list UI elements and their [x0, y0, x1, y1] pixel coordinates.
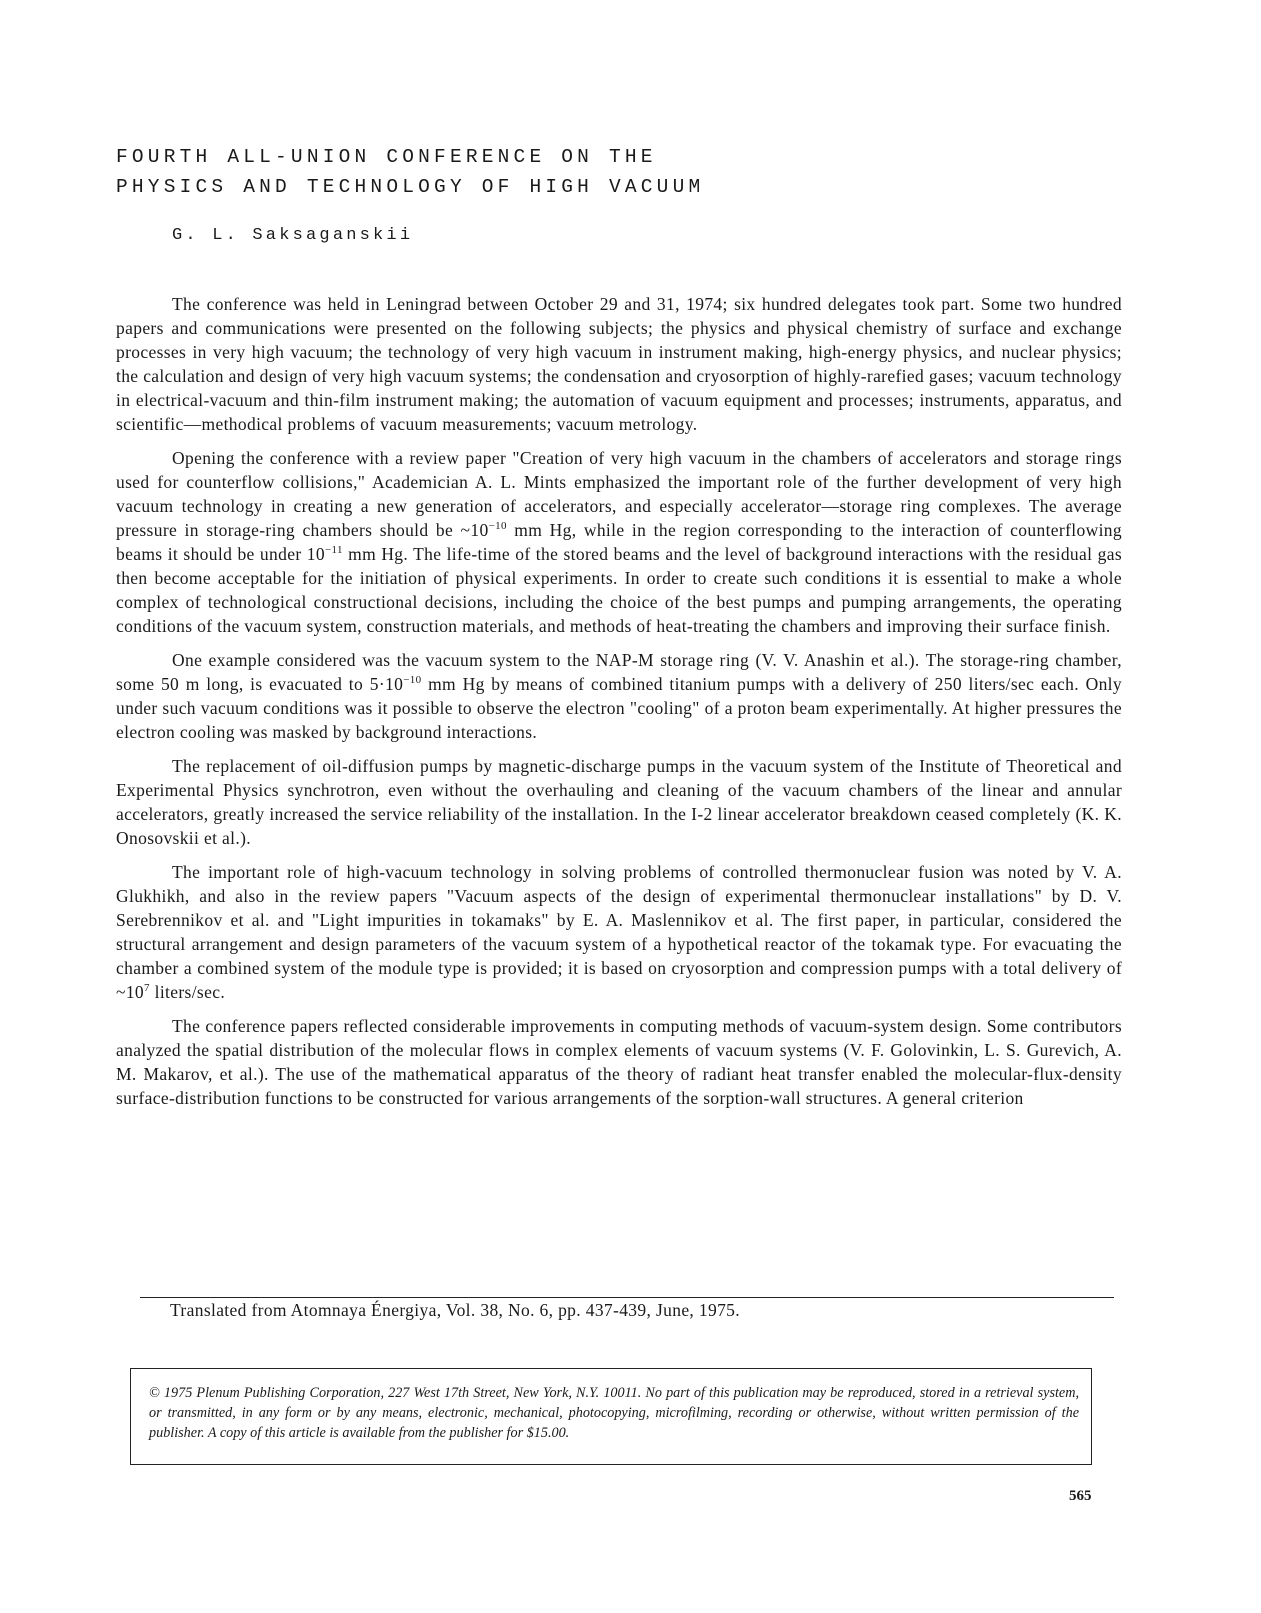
article-title-line-1: FOURTH ALL-UNION CONFERENCE ON THE	[116, 146, 657, 168]
exponent: −10	[488, 520, 507, 532]
page-number: 565	[1069, 1488, 1092, 1504]
footnote-divider	[140, 1297, 1114, 1298]
paragraph-2-part-a: Opening the conference with a review paper "Creation of very high vacuum in the chambers of accelerators and storage rings used for counterflow collisions," Academician A. L. Mints emphasized the important role of the further development of very high vacuum technology in creating a new generation of accelerators, and especially accelerator—storage ring complexes. The average pressure in storage-ring chambers should be ~10	[116, 448, 1122, 540]
paragraph-5-part-a: The important role of high-vacuum technology in solving problems of controlled thermonuclear fusion was noted by V. A. Glukhikh, and also in the review papers "Vacuum aspects of the design of experimental thermonuclear installations" by D. V. Serebrennikov et al. and "Light impurities in tokamaks" by E. A. Maslennikov et al. The first paper, in particular, considered the structural arrangement and design parameters of the vacuum system of a hypothetical reactor of the tokamak type. For evacuating the chamber a combined system of the module type is provided; it is based on cryosorption and compression pumps with a total delivery of ~10	[116, 862, 1122, 1002]
paragraph-6: The conference papers reflected considerable improvements in computing methods of vacuum-system design. Some contributors analyzed the spatial distribution of the molecular flows in complex elements of vacuum systems (V. F. Golovinkin, L. S. Gurevich, A. M. Makarov, et al.). The use of the mathematical apparatus of the theory of radiant heat transfer enabled the molecular-flux-density surface-distribution functions to be constructed for various arrangements of the sorption-wall structures. A general criterion	[116, 1016, 1122, 1108]
article-title-line-2: PHYSICS AND TECHNOLOGY OF HIGH VACUUM	[116, 176, 705, 198]
paragraph-3	[116, 648, 1122, 744]
copyright-notice: © 1975 Plenum Publishing Corporation, 227 West 17th Street, New York, N.Y. 10011. No part of this publication may be reproduced, stored in a retrieval system, or transmitted, in any form or by any means, electronic, mechanical, photocopying, microfilming, recording or otherwise, without written permission of the publisher. A copy of this article is available from the publisher for $15.00.	[149, 1385, 1079, 1441]
paragraph-2-part-b: mm Hg, while in the region corresponding to the interaction of counterflowing beams it should be under 10	[116, 520, 1122, 564]
paragraph-4: The replacement of oil-diffusion pumps by magnetic-discharge pumps in the vacuum system of the Institute of Theoretical and Experimental Physics synchrotron, even without the overhauling and cleaning of the vacuum chambers of the linear and annular accelerators, greatly increased the service reliability of the installation. In the I-2 linear accelerator breakdown ceased completely (K. K. Onosovskii et al.).	[116, 756, 1122, 848]
paragraph-2-part-c: mm Hg. The life-time of the stored beams and the level of background interactions with the residual gas then become acceptable for the initiation of physical experiments. In order to create such conditions it is essential to make a whole complex of technological constructional decisions, including the choice of the best pumps and pumping arrangements, the operating conditions of the vacuum system, construction materials, and methods of heat-treating the chambers and improving their surface finish.	[116, 544, 1122, 636]
paragraph-3-part-a: One example considered was the vacuum system to the NAP-M storage ring (V. V. Anashin et al.). The storage-ring chamber, some 50 m long, is evacuated to 5·10	[116, 650, 1122, 694]
copyright-box	[130, 1368, 1092, 1465]
exponent: −11	[325, 544, 343, 556]
translation-source-note: Translated from Atomnaya Énergiya, Vol. 38, No. 6, pp. 437-439, June, 1975.	[170, 1300, 741, 1320]
exponent: −10	[403, 674, 422, 686]
article-body	[116, 292, 1122, 1110]
paragraph-2	[116, 446, 1122, 638]
exponent: 7	[144, 982, 150, 994]
paragraph-3-part-b: mm Hg by means of combined titanium pumps with a delivery of 250 liters/sec each. Only under such vacuum conditions was it possible to observe the electron "cooling" of a proton beam experimentally. At higher pressures the electron cooling was masked by background interactions.	[116, 674, 1122, 742]
paragraph-1: The conference was held in Leningrad between October 29 and 31, 1974; six hundred delegates took part. Some two hundred papers and communications were presented on the following subjects; the physics and physical chemistry of surface and exchange processes in very high vacuum; the technology of very high vacuum in instrument making, high-energy physics, and nuclear physics; the calculation and design of very high vacuum systems; the condensation and cryosorption of highly-rarefied gases; vacuum technology in electrical-vacuum and thin-film instrument making; the automation of vacuum equipment and processes; instruments, apparatus, and scientific—methodical problems of vacuum measurements; vacuum metrology.	[116, 294, 1122, 434]
author-name: G. L. Saksaganskii	[172, 226, 414, 245]
paragraph-5	[116, 860, 1122, 1004]
paragraph-5-part-b: liters/sec.	[149, 982, 226, 1002]
article-title	[116, 142, 916, 202]
